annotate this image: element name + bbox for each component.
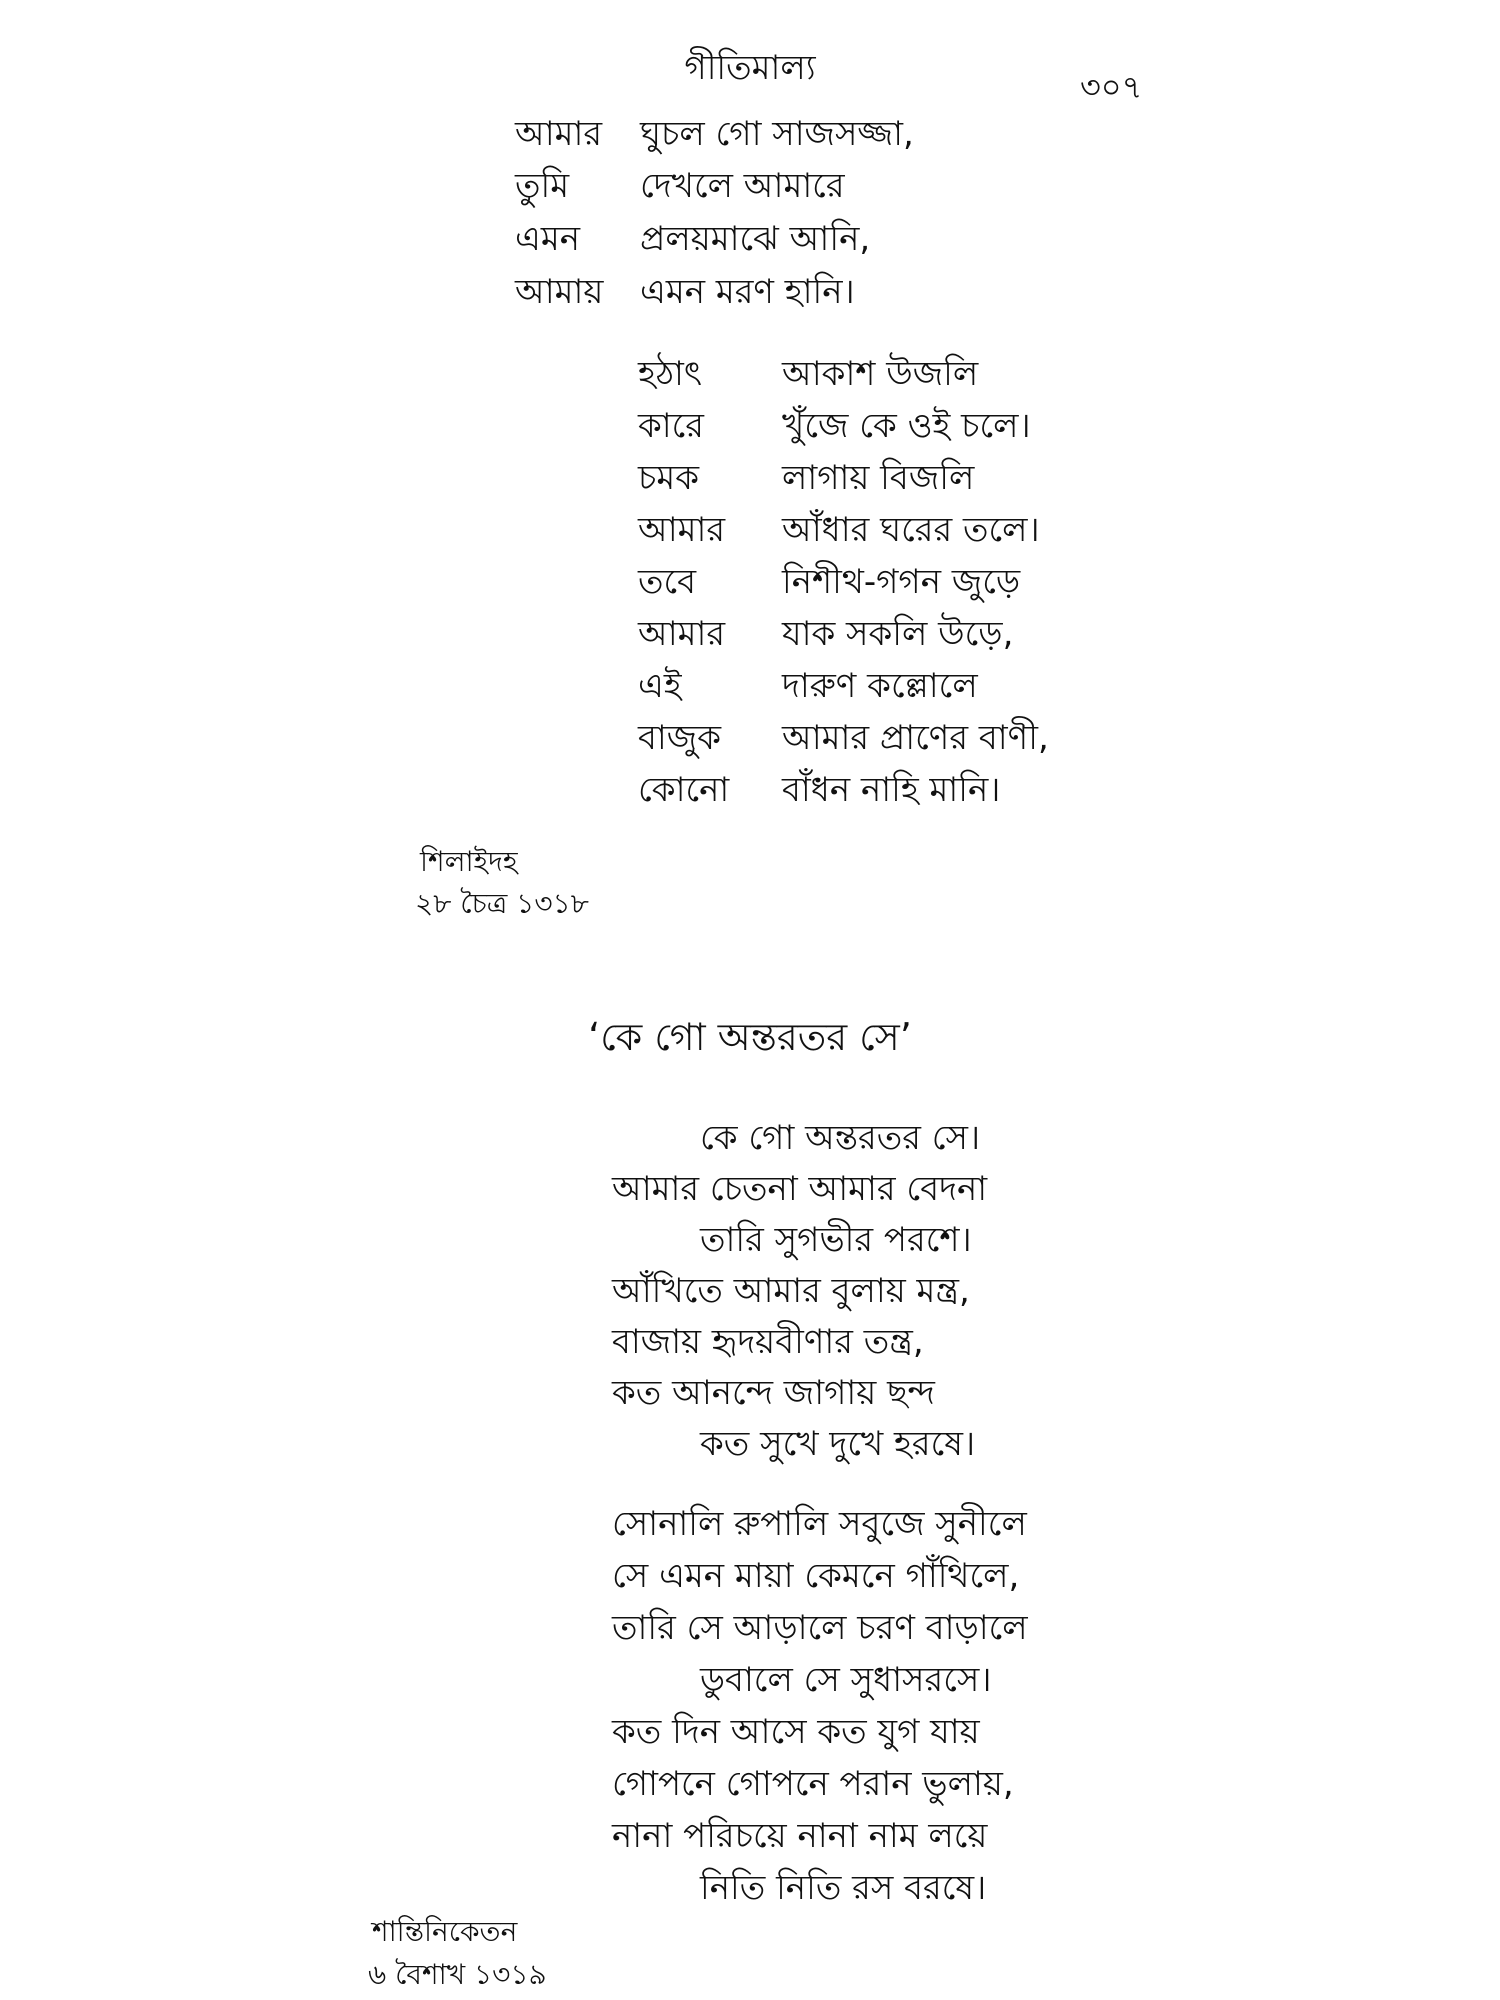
page-number: ৩০৭ [1080, 68, 1143, 106]
poem1-place: শিলাইদহ [420, 845, 518, 878]
verse-line: তারি সে আড়ালে চরণ বাড়ালে [612, 1608, 1028, 1648]
verse-line-label: কোনো [638, 770, 730, 810]
verse-line: কত আনন্দে জাগায় ছন্দ [612, 1373, 935, 1413]
book-title: গীতিমাল্য [684, 48, 816, 88]
verse-line: বাজায় হৃদয়বীণার তন্ত্র, [612, 1322, 924, 1362]
verse-line: তারি সুগভীর পরশে। [700, 1220, 972, 1260]
verse-line-text: ঘুচল গো সাজসজ্জা, [640, 114, 914, 154]
verse-line-text: আমার প্রাণের বাণী, [782, 718, 1049, 758]
verse-line-text: নিশীথ-গগন জুড়ে [782, 562, 1021, 602]
verse-line-text: আকাশ উজলি [782, 354, 979, 394]
verse-line: গোপনে গোপনে পরান ভুলায়, [612, 1764, 1014, 1804]
verse-line-label: চমক [638, 458, 700, 498]
verse-line-text: দেখলে আমারে [640, 166, 845, 206]
verse-line: আমার চেতনা আমার বেদনা [612, 1169, 988, 1209]
verse-line: নানা পরিচয়ে নানা নাম লয়ে [612, 1816, 988, 1856]
verse-line: কত দিন আসে কত যুগ যায় [612, 1712, 980, 1752]
verse-line-text: দারুণ কল্লোলে [782, 666, 978, 706]
verse-line-label: আমার [515, 114, 603, 154]
verse-line: সোনালি রুপালি সবুজে সুনীলে [612, 1504, 1027, 1544]
verse-line-text: এমন মরণ হানি। [640, 272, 855, 312]
verse-line-text: যাক সকলি উড়ে, [782, 614, 1014, 654]
verse-line-label: আমার [638, 510, 726, 550]
verse-line: কে গো অন্তরতর সে। [700, 1118, 981, 1158]
verse-line-text: বাঁধন নাহি মানি। [782, 770, 1001, 810]
verse-line-label: এই [638, 666, 682, 706]
verse-line-label: কারে [638, 406, 705, 446]
verse-line-text: প্রলয়মাঝে আনি, [640, 219, 871, 259]
verse-line-label: হঠাৎ [638, 354, 703, 394]
verse-line: সে এমন মায়া কেমনে গাঁথিলে, [612, 1556, 1020, 1596]
verse-line: আঁখিতে আমার বুলায় মন্ত্র, [612, 1271, 970, 1311]
verse-line-label: তবে [638, 562, 697, 602]
poem2-date: ৬ বৈশাখ ১৩১৯ [368, 1958, 547, 1991]
verse-line-label: আমার [638, 614, 726, 654]
verse-line: নিতি নিতি রস বরষে। [700, 1868, 987, 1908]
verse-line-label: এমন [515, 219, 581, 259]
verse-line-label: আমায় [515, 272, 604, 312]
verse-line-text: লাগায় বিজলি [782, 458, 975, 498]
verse-line-text: খুঁজে কে ওই চলে। [782, 406, 1031, 446]
verse-line-label: বাজুক [638, 718, 721, 758]
verse-line: কত সুখে দুখে হরষে। [700, 1424, 976, 1464]
poem1-date: ২৮ চৈত্র ১৩১৮ [415, 887, 589, 920]
verse-line-text: আঁধার ঘরের তলে। [782, 510, 1040, 550]
song-title: ‘কে গো অন্তরতর সে’ [588, 1015, 912, 1059]
verse-line-label: তুমি [515, 166, 570, 206]
poem2-place: শান্তিনিকেতন [372, 1915, 518, 1948]
verse-line: ডুবালে সে সুধাসরসে। [700, 1660, 992, 1700]
